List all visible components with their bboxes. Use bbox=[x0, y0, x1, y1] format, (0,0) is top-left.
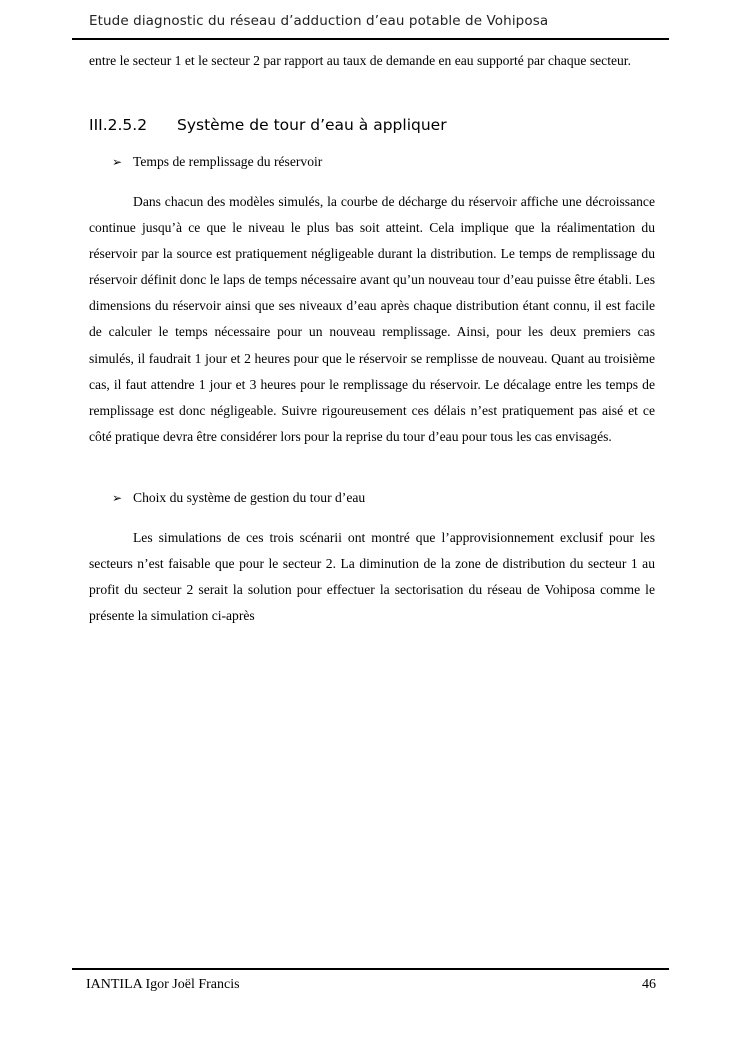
header-divider bbox=[72, 38, 669, 40]
continuation-paragraph: entre le secteur 1 et le secteur 2 par rapport au taux de demande en eau supporté par chaque secteur. bbox=[89, 53, 631, 68]
paragraph-filling-time: Dans chacun des modèles simulés, la courbe de décharge du réservoir affiche une décroissance continue jusqu’à ce que le niveau le plus bas soit atteint. Cela implique que la réalimentation du réservoir par la source est pratiquement négligeable durant la distribution. Le temps de remplissage du réservoir définit donc le laps de temps nécessaire avant qu’un nouveau tour d’eau puisse être établi. Les dimensions du réservoir ainsi que ses niveaux d’eau après chaque distribution étant connu, il est facile de calculer le temps nécessaire pour un nouveau remplissage. Ainsi, pour les deux premiers cas simulés, il faudrait 1 jour et 2 heures pour que le réservoir se remplisse de nouveau. Quant au troisième cas, il faut attendre 1 jour et 3 heures pour le remplissage du réservoir. Le décalage entre les temps de remplissage est donc négligeable. Suivre rigoureusement ces délais n’est pratiquement pas aisé et ce côté pratique devra être considérer lors pour la reprise du tour d’eau pour tous les cas envisagés. bbox=[89, 194, 655, 444]
footer-author: IANTILA Igor Joël Francis bbox=[86, 977, 240, 992]
section-title: Système de tour d’eau à appliquer bbox=[177, 116, 447, 134]
header-title: Etude diagnostic du réseau d’adduction d’eau potable de Vohiposa bbox=[89, 13, 549, 29]
bullet-filling-time bbox=[112, 154, 322, 170]
section-number: III.2.5.2 bbox=[89, 116, 148, 134]
arrow-bullet-icon: ➢ bbox=[112, 491, 123, 505]
arrow-bullet-icon: ➢ bbox=[112, 155, 123, 169]
section-heading bbox=[89, 116, 447, 134]
bullet-label: Temps de remplissage du réservoir bbox=[133, 154, 323, 169]
footer-divider bbox=[72, 968, 669, 970]
bullet-management-choice bbox=[112, 490, 365, 506]
page-number: 46 bbox=[642, 977, 656, 992]
bullet-label: Choix du système de gestion du tour d’eau bbox=[133, 490, 366, 505]
paragraph-management-choice: Les simulations de ces trois scénarii ont montré que l’approvisionnement exclusif pour les secteurs n’est faisable que pour le secteur 2. La diminution de la zone de distribution du secteur 1 au profit du secteur 2 serait la solution pour effectuer la sectorisation du réseau de Vohiposa comme le présente la simulation ci-après bbox=[89, 530, 655, 624]
